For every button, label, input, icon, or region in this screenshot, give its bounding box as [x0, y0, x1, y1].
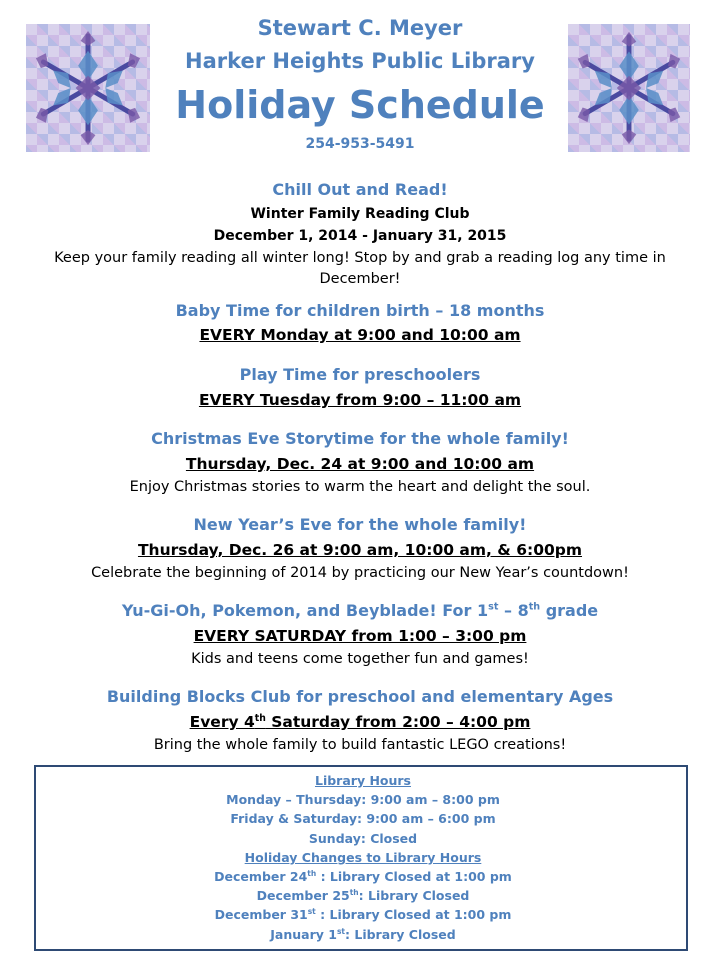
reading-club-dates: December 1, 2014 - January 31, 2015 — [213, 228, 507, 244]
building-blocks-description: Bring the whole family to build fantastic LEGO creations! — [153, 737, 567, 753]
snowflake-icon — [26, 24, 150, 152]
snowflake-icon — [568, 24, 690, 152]
new-years-eve-title: New Year’s Eve for the whole family! — [193, 515, 527, 534]
play-time-title: Play Time for preschoolers — [239, 365, 481, 384]
christmas-eve-schedule: Thursday, Dec. 24 at 9:00 and 10:00 am — [185, 455, 535, 473]
holiday-changes-heading: Holiday Changes to Library Hours — [244, 850, 482, 865]
reading-club-subtitle: Winter Family Reading Club — [250, 206, 470, 222]
yugioh-title: Yu-Gi-Oh, Pokemon, and Beyblade! For 1st – 8th grade — [121, 601, 599, 620]
christmas-eve-description: Enjoy Christmas stories to warm the heart and delight the soul. — [129, 479, 591, 495]
snowflake-quilt-icon — [568, 24, 690, 152]
phone-number: 254-953-5491 — [305, 136, 415, 152]
library-hours-heading: Library Hours — [314, 773, 411, 788]
holiday-jan1: January 1st: Library Closed — [270, 926, 456, 942]
library-hours-box — [34, 765, 688, 951]
holiday-dec25: December 25th: Library Closed — [256, 887, 470, 903]
building-blocks-title: Building Blocks Club for preschool and elementary Ages — [106, 687, 614, 706]
baby-time-schedule: EVERY Monday at 9:00 and 10:00 am — [199, 326, 521, 344]
hours-fri-sat: Friday & Saturday: 9:00 am – 6:00 pm — [230, 811, 496, 826]
new-years-eve-schedule: Thursday, Dec. 26 at 9:00 am, 10:00 am, & 6:00pm — [137, 541, 583, 559]
play-time-schedule: EVERY Tuesday from 9:00 – 11:00 am — [198, 391, 522, 409]
library-name-line1: Stewart C. Meyer — [257, 16, 463, 40]
holiday-dec24: December 24th : Library Closed at 1:00 pm — [214, 868, 512, 884]
baby-time-title: Baby Time for children birth – 18 months — [175, 301, 545, 320]
snowflake-quilt-icon — [26, 24, 150, 152]
library-name-line2: Harker Heights Public Library — [185, 49, 535, 73]
new-years-eve-description: Celebrate the beginning of 2014 by practicing our New Year’s countdown! — [91, 565, 629, 581]
yugioh-description: Kids and teens come together fun and games! — [191, 651, 529, 667]
christmas-eve-title: Christmas Eve Storytime for the whole family! — [151, 429, 569, 448]
building-blocks-schedule: Every 4th Saturday from 2:00 – 4:00 pm — [189, 712, 531, 731]
hours-sunday: Sunday: Closed — [308, 831, 418, 846]
page-title: Holiday Schedule — [175, 83, 545, 127]
reading-club-description-line2: December! — [319, 271, 401, 287]
reading-club-title: Chill Out and Read! — [272, 180, 448, 199]
yugioh-schedule: EVERY SATURDAY from 1:00 – 3:00 pm — [193, 627, 527, 645]
hours-weekday: Monday – Thursday: 9:00 am – 8:00 pm — [226, 792, 500, 807]
holiday-dec31: December 31st : Library Closed at 1:00 pm — [214, 906, 512, 922]
reading-club-description-line1: Keep your family reading all winter long! Stop by and grab a reading log any time in — [54, 250, 666, 266]
